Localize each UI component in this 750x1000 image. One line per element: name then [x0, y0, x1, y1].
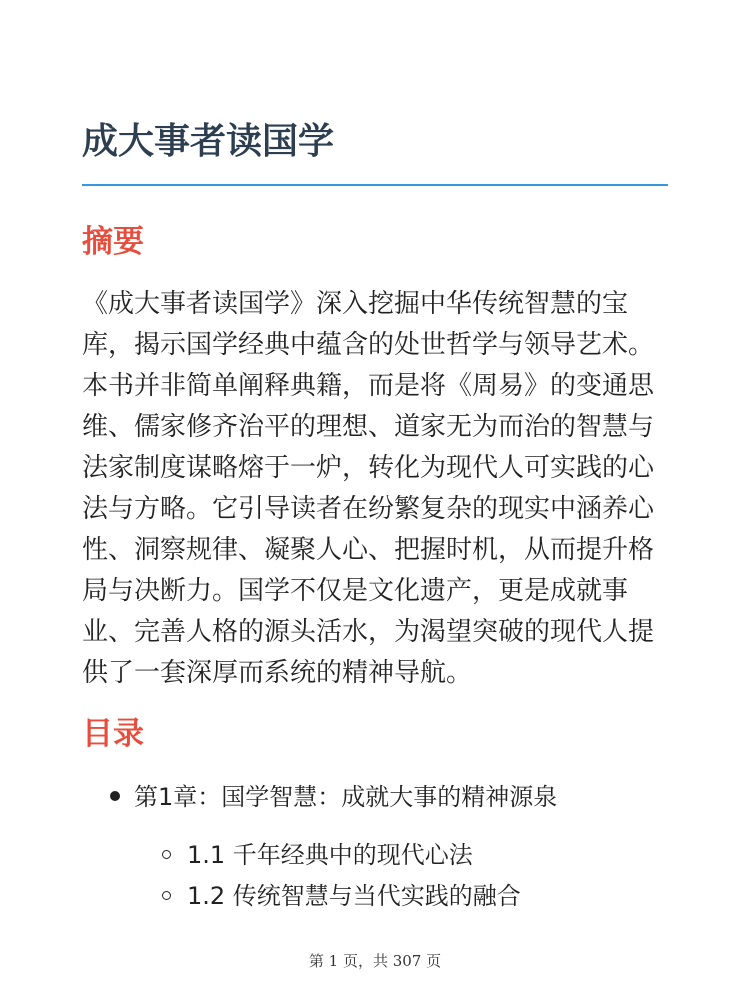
toc-heading: 目录: [82, 716, 144, 752]
circle-bullet-icon: [162, 850, 171, 859]
page-number-footer: 第 1 页，共 307 页: [308, 952, 442, 970]
toc-section-label: 1.1 千年经典中的现代心法: [187, 841, 473, 869]
summary-heading: 摘要: [82, 224, 144, 260]
toc-section-label: 1.2 传统智慧与当代实践的融合: [187, 882, 521, 910]
toc-section-1-2[interactable]: [162, 877, 521, 915]
summary-paragraph: 《成大事者读国学》深入挖掘中华传统智慧的宝库，揭示国学经典中蕴含的处世哲学与领导艺术。本书并非简单阐释典籍，而是将《周易》的变通思维、儒家修齐治平的理想、道家无为而治的智慧与法家制度谋略熔于一炉，转化为现代人可实践的心法与方略。它引导读者在纷繁复杂的现实中涵养心性、洞察规律、凝聚人心、把握时机，从而提升格局与决断力。国学不仅是文化遗产，更是成就事业、完善人格的源头活水，为渴望突破的现代人提供了一套深厚而系统的精神导航。: [82, 289, 655, 688]
toc-chapter-label: 第1章：国学智慧：成就大事的精神源泉: [134, 783, 558, 811]
title-divider: [82, 184, 668, 186]
circle-bullet-icon: [162, 891, 171, 900]
toc-section-1-1[interactable]: [162, 836, 473, 874]
bullet-icon: [110, 791, 120, 801]
toc-chapter-1[interactable]: [110, 778, 557, 816]
document-title: 成大事者读国学: [82, 121, 335, 162]
